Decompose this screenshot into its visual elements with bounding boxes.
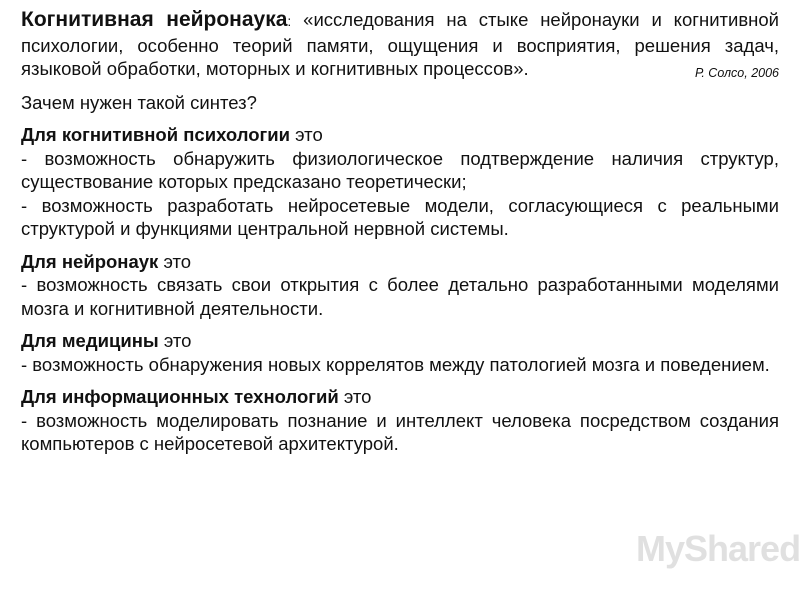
section-suffix: это bbox=[338, 386, 372, 407]
section-neurosciences bbox=[21, 250, 779, 321]
intro-text: «исследования на стыке нейронауки и когнитивной психологии, особенно теорий памяти, ощущения и восприятия, решения задач, языковой обработки, моторных и когнитивных процессов». bbox=[21, 9, 780, 79]
section-information-technologies bbox=[21, 385, 779, 456]
section-medicine bbox=[21, 329, 779, 376]
intro-colon: : bbox=[287, 13, 292, 29]
intro-title: Когнитивная нейронаука bbox=[21, 8, 288, 31]
section-item: - возможность моделировать познание и интеллект человека посредством создания компьютеров с нейросетевой архитектурой. bbox=[21, 409, 779, 454]
section-head: Для медицины bbox=[21, 330, 159, 351]
section-suffix: это bbox=[290, 124, 323, 145]
section-heading bbox=[21, 123, 779, 147]
citation: Р. Солсо, 2006 bbox=[694, 66, 779, 80]
section-heading bbox=[21, 250, 779, 274]
section-heading bbox=[21, 385, 779, 409]
section-item: - возможность обнаружения новых коррелятов между патологией мозга и поведением. bbox=[21, 353, 770, 375]
slide-content bbox=[21, 8, 779, 456]
section-item: - возможность связать свои открытия с более детально разработанными моделями мозга и когнитивной деятельности. bbox=[21, 274, 779, 319]
section-head: Для информационных технологий bbox=[21, 386, 339, 407]
section-suffix: это bbox=[158, 250, 192, 272]
section-item: - возможность разработать нейросетевые модели, согласующиеся с реальными структурой и функциями центральной нервной системы. bbox=[21, 194, 779, 239]
section-heading bbox=[21, 329, 779, 353]
intro-paragraph bbox=[21, 8, 779, 81]
section-head: Для нейронаук bbox=[21, 250, 159, 272]
section-suffix: это bbox=[158, 330, 192, 351]
section-cognitive-psychology bbox=[21, 123, 779, 241]
question: Зачем нужен такой синтез? bbox=[21, 91, 257, 113]
section-head: Для когнитивной психологии bbox=[21, 124, 290, 145]
section-item: - возможность обнаружить физиологическое подтверждение наличия структур, существование которых предсказано теоретически; bbox=[21, 147, 779, 192]
watermark: MyShared bbox=[636, 528, 800, 569]
